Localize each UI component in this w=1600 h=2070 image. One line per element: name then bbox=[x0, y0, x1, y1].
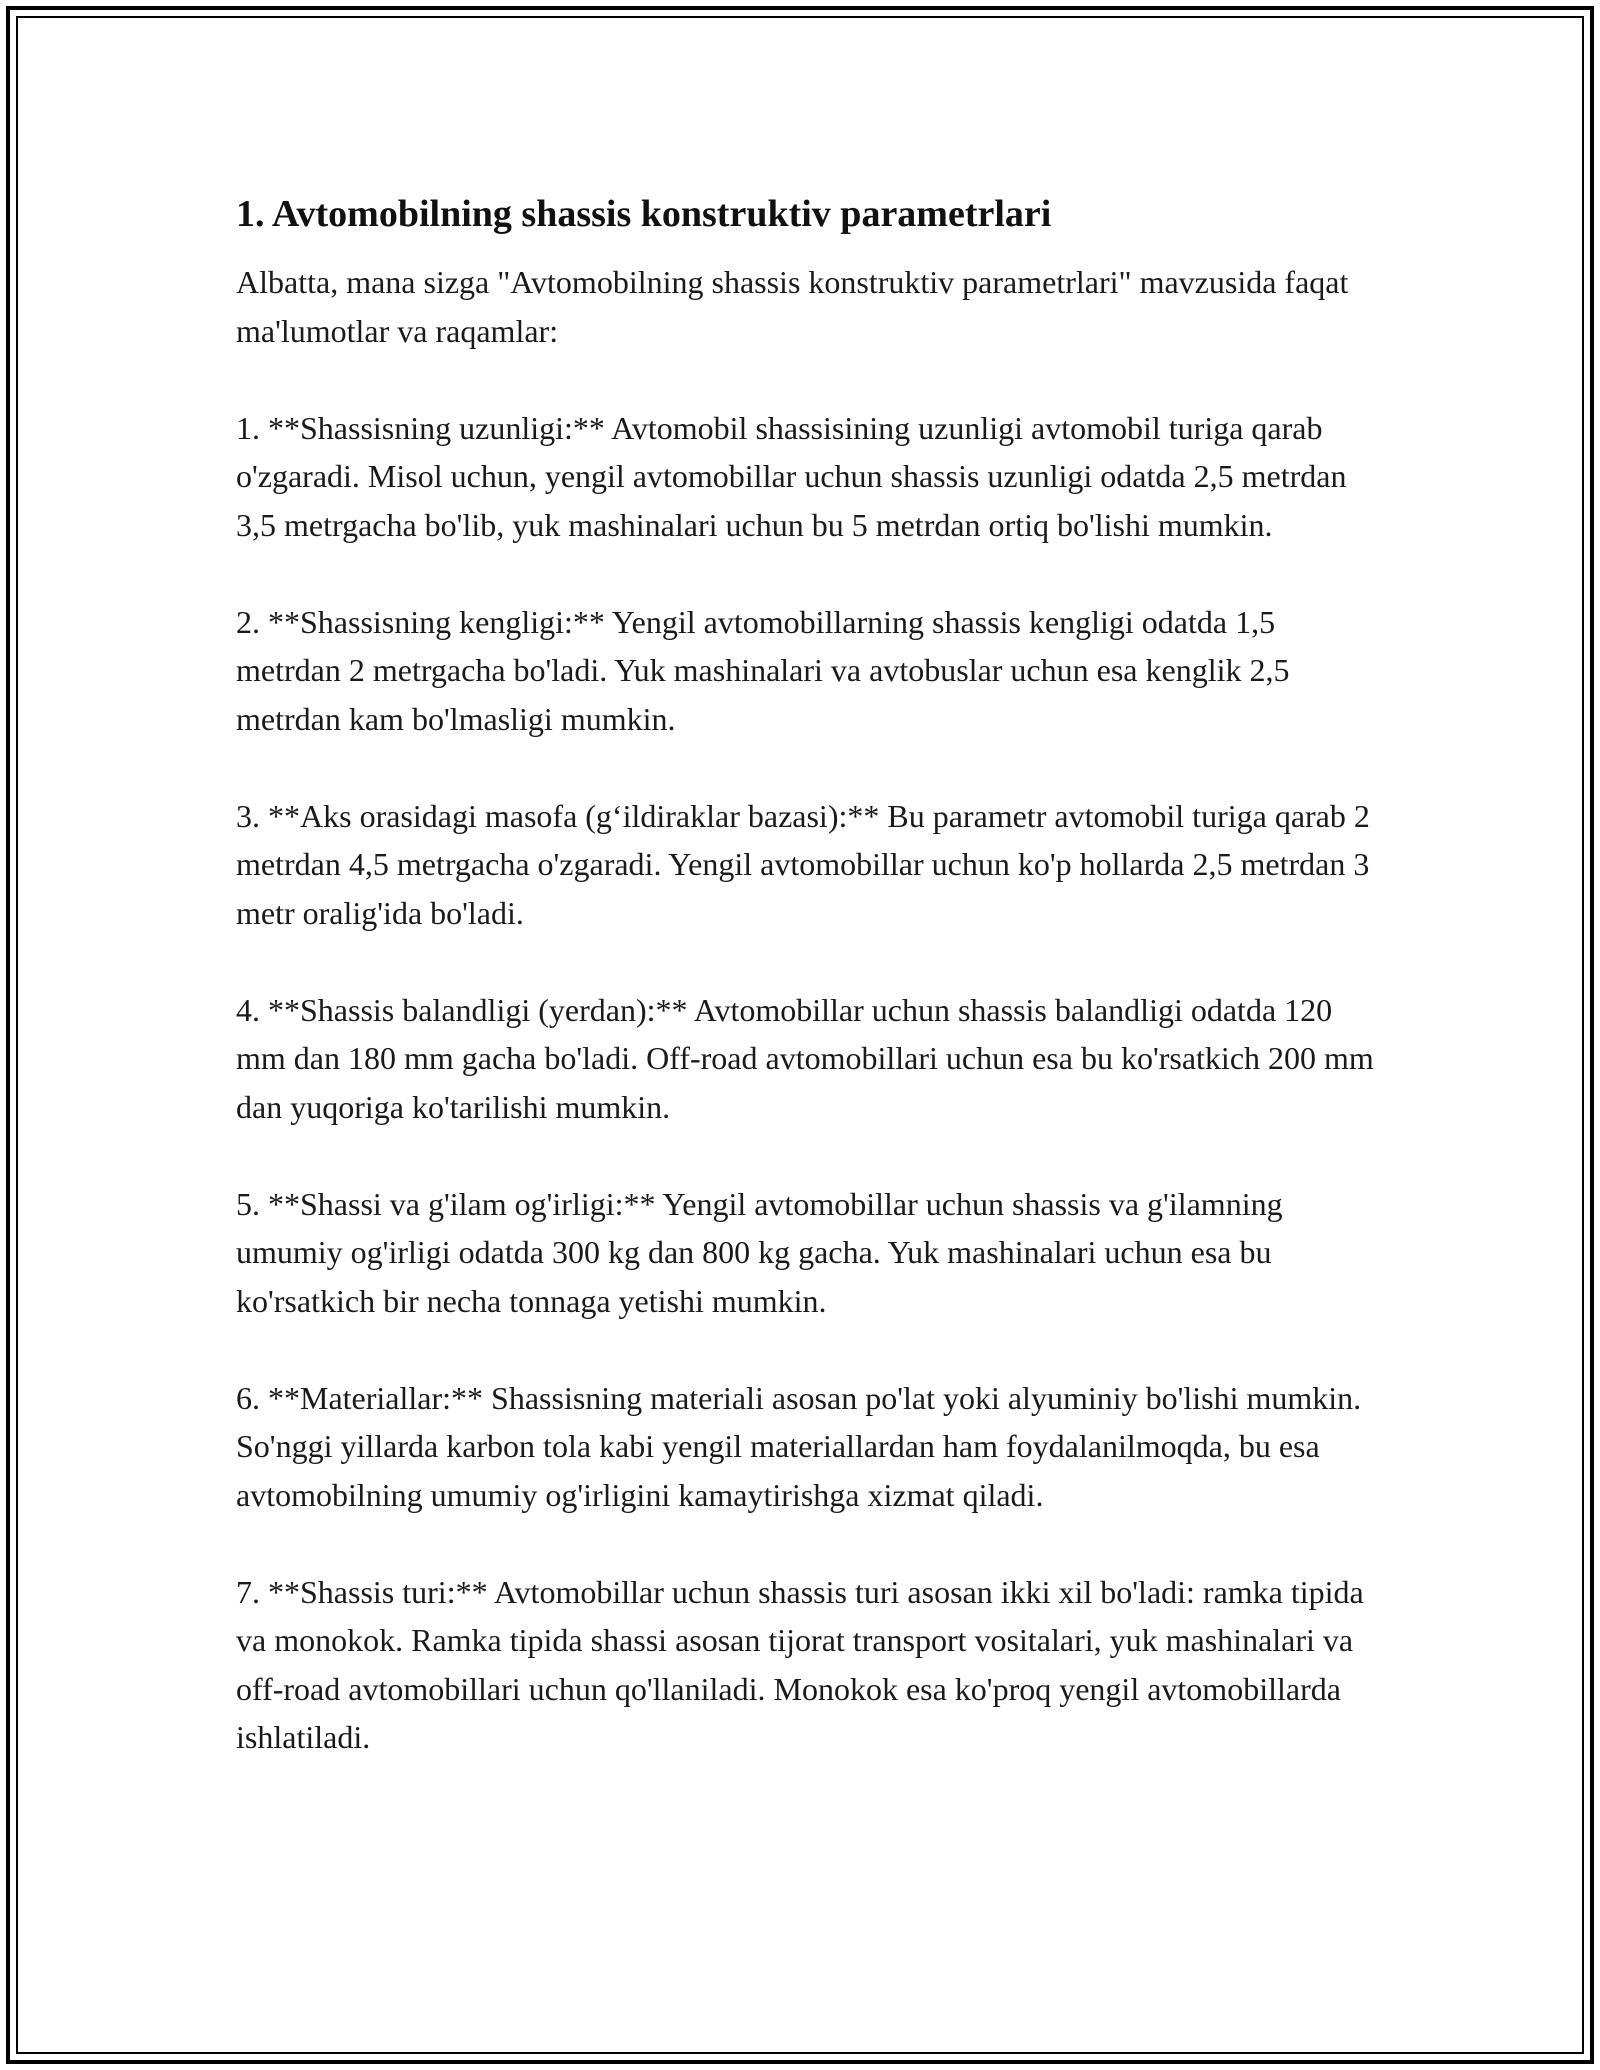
list-item-width: 2. **Shassisning kengligi:** Yengil avtomobillarning shassis kengligi odatda 1,5 metrdan 2 metrgacha bo'ladi. Yuk mashinalari va avtobuslar uchun esa kenglik 2,5 metrdan kam bo'lmasligi mumkin. bbox=[236, 603, 1290, 737]
list-item-ground-clearance: 4. **Shassis balandligi (yerdan):** Avtomobillar uchun shassis balandligi odatda 120 mm dan 180 mm gacha bo'ladi. Off-road avtomobillari uchun esa bu ko'rsatkich 200 mm dan yuqoriga ko'tarilishi mumkin. bbox=[236, 991, 1374, 1125]
list-item-chassis-type: 7. **Shassis turi:** Avtomobillar uchun shassis turi asosan ikki xil bo'ladi: ramka tipida va monokok. Ramka tipida shassi asosan tijorat transport vositalari, yuk mashinalari va off-road avtomobillari uchun qo'llaniladi. Monokok esa ko'proq yengil avtomobillarda ishlatiladi. bbox=[236, 1573, 1364, 1755]
intro-paragraph: Albatta, mana sizga "Avtomobilning shassis konstruktiv parametrlari" mavzusida faqat ma'lumotlar va raqamlar: bbox=[236, 264, 1349, 349]
list-item-materials: 6. **Materiallar:** Shassisning materiali asosan po'lat yoki alyuminiy bo'lishi mumkin. So'nggi yillarda karbon tola kabi yengil materiallardan ham foydalanilmoqda, bu esa avtomobilning umumiy og'irligini kamaytirishga xizmat qiladi. bbox=[236, 1379, 1362, 1513]
document-title: 1. Avtomobilning shassis konstruktiv parametrlari bbox=[236, 193, 1052, 235]
document-body bbox=[236, 188, 1386, 1762]
list-item-wheelbase: 3. **Aks orasidagi masofa (g‘ildiraklar bazasi):** Bu parametr avtomobil turiga qarab 2 metrdan 4,5 metrgacha o'zgaradi. Yengil avtomobillar uchun ko'p hollarda 2,5 metrdan 3 metr oralig'ida bo'ladi. bbox=[236, 797, 1370, 931]
list-item-length: 1. **Shassisning uzunligi:** Avtomobil shassisining uzunligi avtomobil turiga qarab o'zgaradi. Misol uchun, yengil avtomobillar uchun shassis uzunligi odatda 2,5 metrdan 3,5 metrgacha bo'lib, yuk mashinalari uchun bu 5 metrdan ortiq bo'lishi mumkin. bbox=[236, 409, 1347, 543]
list-item-weight: 5. **Shassi va g'ilam og'irligi:** Yengil avtomobillar uchun shassis va g'ilamning umumiy og'irligi odatda 300 kg dan 800 kg gacha. Yuk mashinalari uchun esa bu ko'rsatkich bir necha tonnaga yetishi mumkin. bbox=[236, 1185, 1283, 1319]
